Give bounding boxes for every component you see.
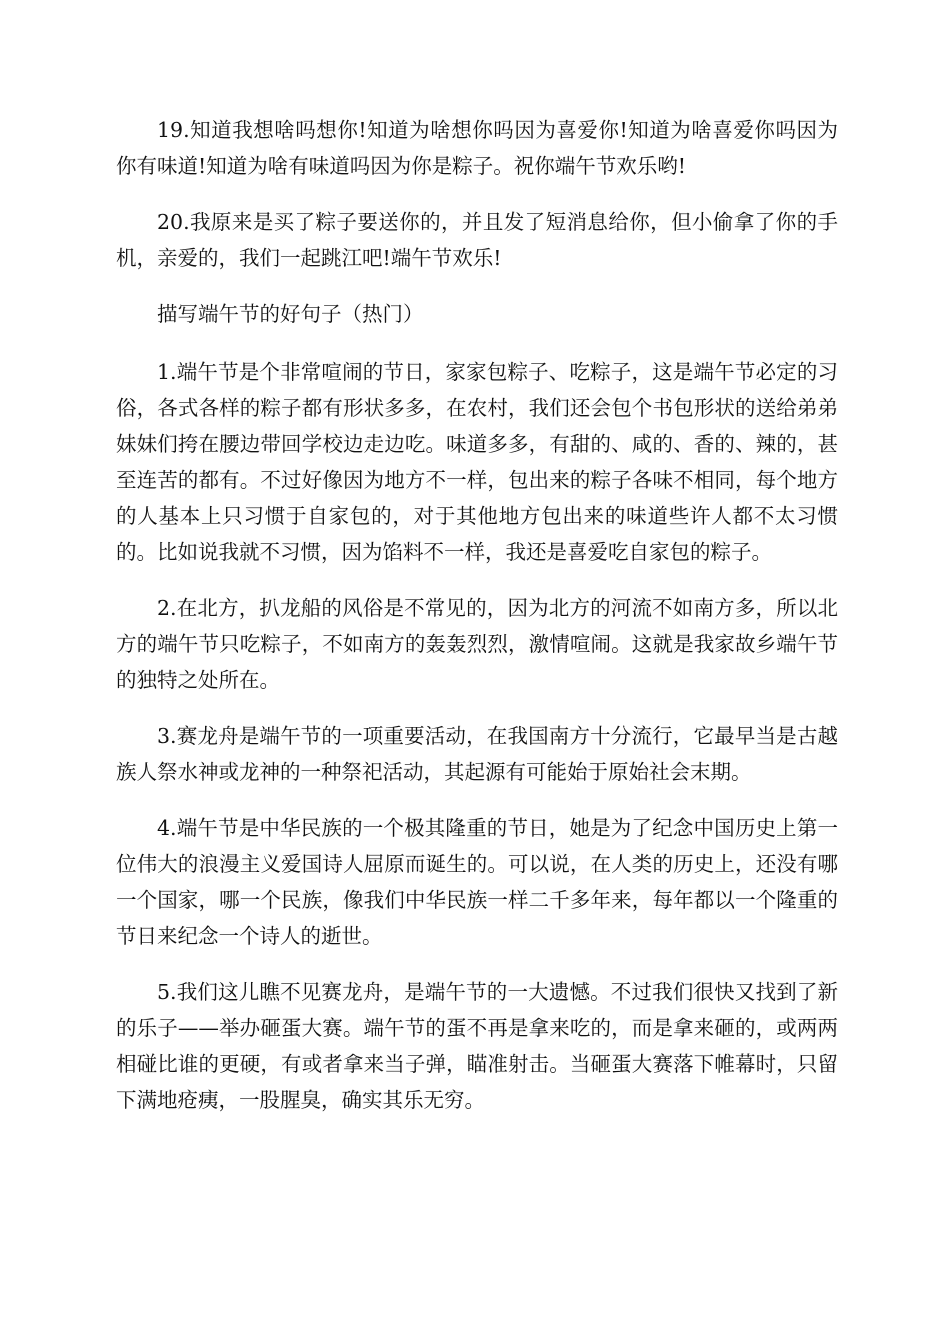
paragraph-4: 4.端午节是中华民族的一个极其隆重的节日，她是为了纪念中国历史上第一位伟大的浪漫主义爱国诗人屈原而诞生的。可以说，在人类的历史上，还没有哪一个国家，哪一个民族，像我们中华民族一样二千多年来，每年都以一个隆重的节日来纪念一个诗人的逝世。	[116, 816, 838, 948]
paragraph-20: 20.我原来是买了粽子要送你的，并且发了短消息给你，但小偷拿了你的手机，亲爱的，我们一起跳江吧!端午节欢乐!	[116, 210, 838, 270]
paragraph-3: 3.赛龙舟是端午节的一项重要活动，在我国南方十分流行，它最早当是古越族人祭水神或龙神的一种祭祀活动，其起源有可能始于原始社会末期。	[116, 724, 838, 784]
paragraph-1: 1.端午节是个非常喧闹的节日，家家包粽子、吃粽子，这是端午节必定的习俗，各式各样的粽子都有形状多多，在农村，我们还会包个书包形状的送给弟弟妹妹们挎在腰边带回学校边走边吃。味道多多，有甜的、咸的、香的、辣的，甚至连苦的都有。不过好像因为地方不一样，包出来的粽子各味不相同，每个地方的人基本上只习惯于自家包的，对于其他地方包出来的味道些许人都不太习惯的。比如说我就不习惯，因为馅料不一样，我还是喜爱吃自家包的粽子。	[116, 360, 838, 564]
paragraph-19: 19.知道我想啥吗想你!知道为啥想你吗因为喜爱你!知道为啥喜爱你吗因为你有味道!知道为啥有味道吗因为你是粽子。祝你端午节欢乐哟!	[116, 118, 838, 178]
document-page	[116, 112, 838, 1138]
paragraph-2: 2.在北方，扒龙船的风俗是不常见的，因为北方的河流不如南方多，所以北方的端午节只吃粽子，不如南方的轰轰烈烈，激情喧闹。这就是我家故乡端午节的独特之处所在。	[116, 596, 838, 692]
section-heading: 描写端午节的好句子（热门）	[157, 302, 424, 326]
paragraph-5: 5.我们这儿瞧不见赛龙舟，是端午节的一大遗憾。不过我们很快又找到了新的乐子——举办砸蛋大赛。端午节的蛋不再是拿来吃的，而是拿来砸的，或两两相碰比谁的更硬，有或者拿来当子弹，瞄准射击。当砸蛋大赛落下帷幕时，只留下满地疮痍，一股腥臭，确实其乐无穷。	[116, 980, 838, 1112]
